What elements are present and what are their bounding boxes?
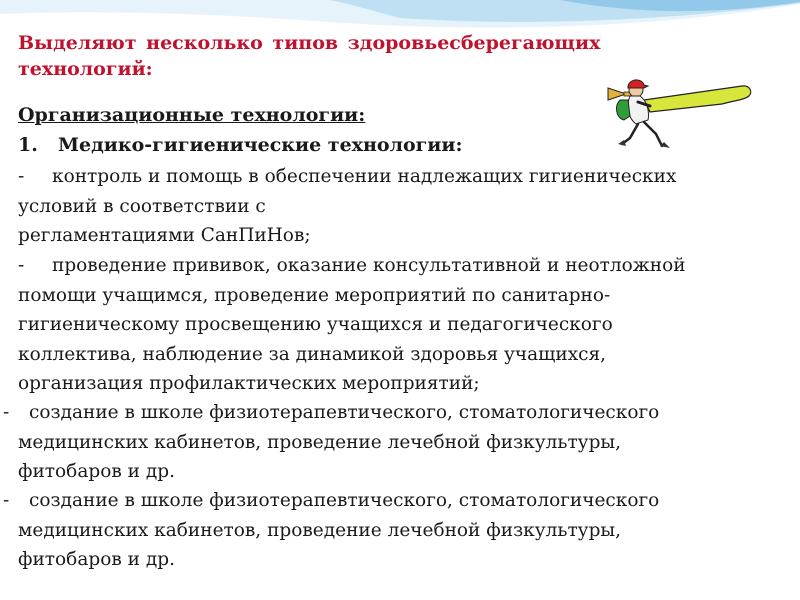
bullet-item (3, 486, 798, 575)
list-number: 1. (18, 134, 38, 156)
bullet-line: медицинских кабинетов, проведение лечебной физкультуры, (18, 431, 622, 453)
medical-hygienic-label: Медико-гигиенические технологии: (58, 134, 463, 156)
paragraph-line: гигиеническому просвещению учащихся и педагогического (18, 314, 613, 335)
bullet-line: медицинских кабинетов, проведение лечебной физкультуры, (18, 519, 622, 541)
bullet-line: создание в школе физиотерапевтического, стоматологического (29, 490, 660, 511)
paragraph-dash: - (18, 255, 25, 276)
paragraph-hygiene-control (18, 162, 788, 251)
bullet-item (3, 398, 798, 487)
paragraph-line: помощи учащимся, проведение мероприятий по санитарно- (18, 284, 611, 306)
paragraph-dash: - (18, 166, 25, 187)
bullet-line: фитобаров и др. (18, 549, 175, 570)
paragraph-vaccination (18, 251, 788, 399)
paragraph-line: контроль и помощь в обеспечении надлежащих гигиенических (52, 166, 677, 187)
bullet-line: фитобаров и др. (18, 461, 175, 482)
paragraph-line: организация профилактических мероприятий; (18, 373, 480, 394)
bullet-dash: - (3, 490, 10, 511)
heading-line-1: Выделяют несколько типов здоровьесберегающих (18, 32, 601, 54)
runner-with-bat-icon (604, 74, 754, 154)
paragraph-line: условий в соответствии с (18, 195, 266, 217)
paragraph-line: регламентациями СанПиНов; (18, 225, 311, 246)
paragraph-line: коллектива, наблюдение за динамикой здоровья учащихся, (18, 343, 607, 365)
heading-line-2: технологий: (18, 58, 153, 80)
bullet-dash: - (3, 402, 10, 423)
paragraph-line: проведение прививок, оказание консультативной и неотложной (52, 255, 686, 276)
bullet-line: создание в школе физиотерапевтического, стоматологического (29, 402, 660, 423)
organizational-technologies-title: Организационные технологии: (18, 104, 366, 126)
medical-hygienic-title (18, 132, 462, 158)
